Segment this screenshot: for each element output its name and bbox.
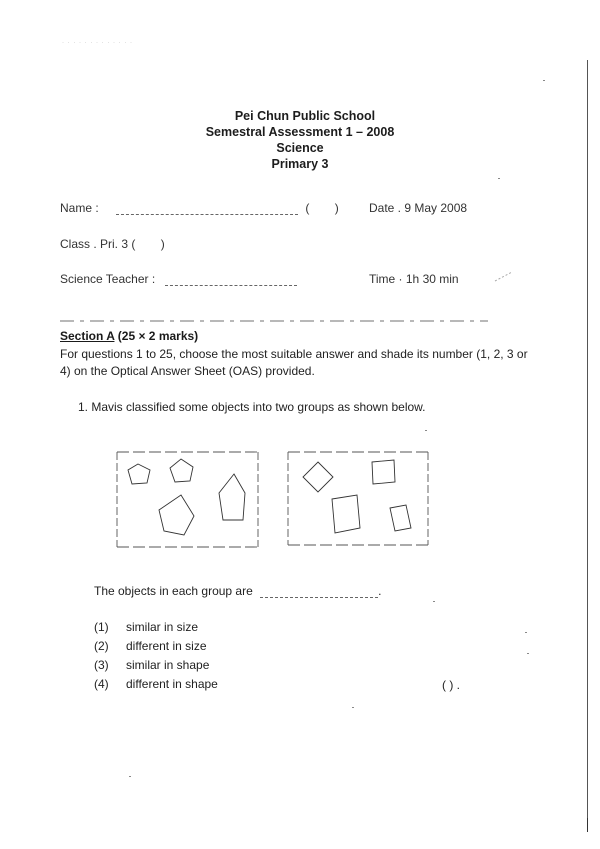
group-1-box <box>117 452 258 547</box>
diamond-square <box>303 462 333 492</box>
question-1-stem: The objects in each group are . <box>94 584 382 598</box>
section-instructions: For questions 1 to 25, choose the most suitable answer and shade its number (1, 2, 3 or 4) on the Optical Answer Sheet (OAS) provided. <box>60 347 528 378</box>
assessment-title: Semestral Assessment 1 – 2008 <box>205 125 395 139</box>
large-square <box>332 495 360 533</box>
class-label: Class . Pri. 3 ( <box>60 237 136 251</box>
question-1-text: 1. Mavis classified some objects into two groups as shown below. <box>78 400 426 414</box>
small-pentagon-1 <box>128 464 150 484</box>
subject-title: Science <box>276 141 324 155</box>
tall-pentagon <box>219 474 245 520</box>
answer-bracket[interactable]: ( ) . <box>442 678 460 692</box>
option-3[interactable]: (3) similar in shape <box>94 658 210 672</box>
pencil-mark <box>495 272 512 281</box>
group-2-shapes <box>303 460 411 533</box>
class-bracket-close: ) <box>160 237 165 251</box>
name-bracket-open: ( <box>305 201 310 215</box>
time-label: Time · 1h 30 min <box>369 272 459 286</box>
scan-artifact: · · · · · · · · · · · · · <box>62 40 133 46</box>
date-label: Date . 9 May 2008 <box>369 201 468 215</box>
small-square <box>372 460 395 484</box>
option-1[interactable]: (1) similar in size <box>94 620 199 634</box>
group-1-shapes <box>128 459 245 535</box>
group-2-box <box>288 452 428 545</box>
small-pentagon-2 <box>170 459 193 482</box>
school-name: Pei Chun Public School <box>234 109 376 123</box>
teacher-label: Science Teacher : <box>60 272 156 286</box>
tilted-square <box>390 505 411 531</box>
option-2[interactable]: (2) different in size <box>94 639 207 653</box>
large-pentagon <box>159 495 194 535</box>
option-4[interactable]: (4) different in shape <box>94 677 218 691</box>
level-title: Primary 3 <box>271 157 329 171</box>
name-bracket-close: ) <box>334 201 339 215</box>
section-a-title: Section A (25 × 2 marks) <box>60 329 199 343</box>
name-label: Name : <box>60 201 99 215</box>
stem-blank <box>260 587 378 598</box>
